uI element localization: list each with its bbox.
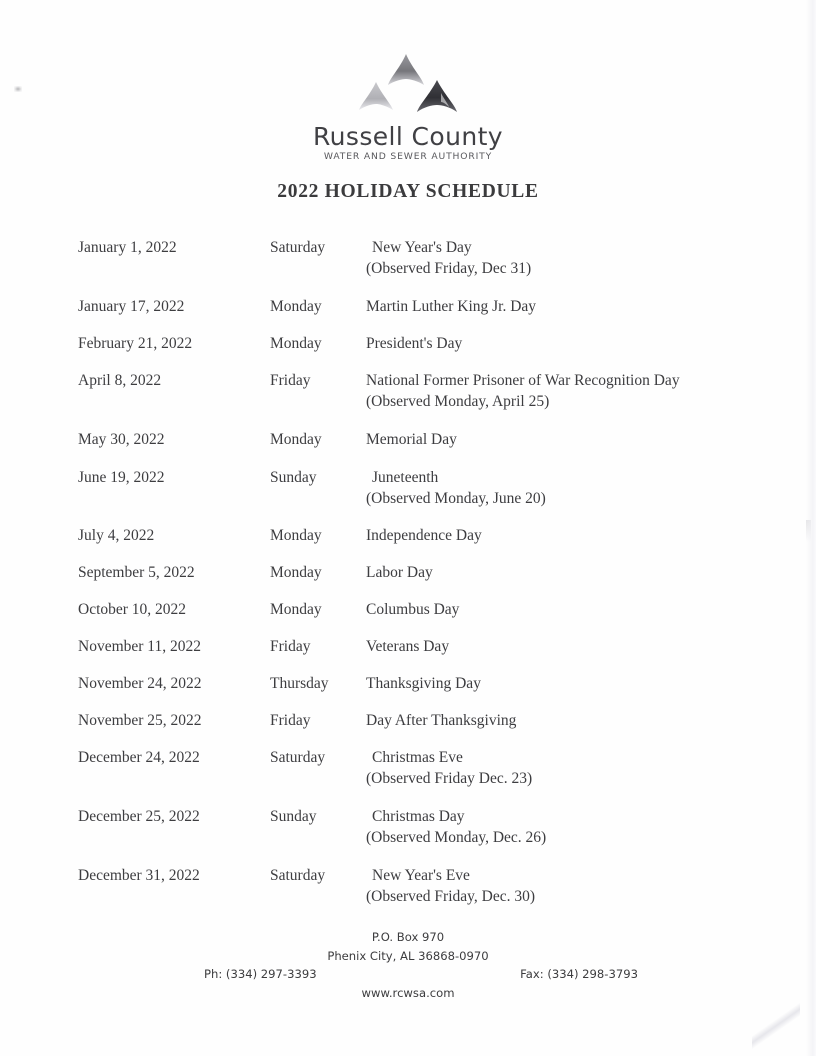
row-weekday: Friday — [270, 372, 311, 389]
row-holiday-name: Day After Thanksgiving — [366, 712, 517, 729]
table-row — [78, 600, 738, 620]
row-holiday-observed-note: (Observed Monday, April 25) — [366, 393, 550, 410]
footer-fax: Fax: (334) 298-3793 — [520, 967, 638, 982]
footer-city-state-zip: Phenix City, AL 36868-0970 — [327, 948, 489, 963]
page-title: 2022 HOLIDAY SCHEDULE — [277, 181, 539, 202]
table-row — [78, 238, 738, 279]
table-row — [78, 468, 738, 509]
row-weekday: Sunday — [270, 469, 317, 486]
row-holiday — [366, 526, 738, 546]
row-weekday: Monday — [270, 298, 322, 315]
row-holiday-name: New Year's Eve — [372, 867, 470, 884]
row-holiday-observed-note: (Observed Monday, June 20) — [366, 490, 546, 507]
row-holiday — [366, 600, 738, 620]
row-holiday — [366, 297, 738, 317]
row-date: December 25, 2022 — [78, 808, 200, 825]
row-holiday-observed-note: (Observed Friday, Dec 31) — [366, 260, 532, 277]
row-weekday: Monday — [270, 564, 322, 581]
logo-wordmark: Russell County — [313, 122, 503, 151]
table-row — [78, 563, 738, 583]
table-row — [78, 297, 738, 317]
row-holiday-name: Christmas Eve — [372, 749, 463, 766]
table-row — [78, 526, 738, 546]
row-holiday — [366, 563, 738, 583]
row-holiday — [366, 748, 738, 789]
holiday-schedule-table — [78, 238, 738, 907]
footer-website[interactable]: www.rcwsa.com — [361, 985, 455, 1000]
row-weekday: Monday — [270, 335, 322, 352]
row-weekday: Friday — [270, 712, 311, 729]
table-row — [78, 637, 738, 657]
row-holiday — [366, 334, 738, 354]
row-holiday-observed-note: (Observed Monday, Dec. 26) — [366, 829, 547, 846]
row-weekday: Friday — [270, 638, 311, 655]
scan-artifact-crease — [752, 1000, 800, 1052]
table-row — [78, 711, 738, 731]
row-date: November 24, 2022 — [78, 675, 202, 692]
footer-contact-block — [0, 928, 816, 1002]
table-row — [78, 334, 738, 354]
row-weekday: Monday — [270, 601, 322, 618]
row-holiday — [366, 807, 738, 848]
row-weekday: Monday — [270, 527, 322, 544]
row-date: June 19, 2022 — [78, 469, 165, 486]
row-holiday-name: Columbus Day — [366, 601, 460, 618]
row-date: November 25, 2022 — [78, 712, 202, 729]
row-holiday — [366, 468, 738, 509]
row-holiday — [366, 238, 738, 279]
row-date: October 10, 2022 — [78, 601, 187, 618]
table-row — [78, 674, 738, 694]
table-row — [78, 748, 738, 789]
row-holiday — [366, 674, 738, 694]
row-holiday-name: Martin Luther King Jr. Day — [366, 298, 537, 315]
row-weekday: Saturday — [270, 867, 326, 884]
table-row — [78, 807, 738, 848]
row-weekday: Thursday — [270, 675, 329, 692]
row-holiday-name: Memorial Day — [366, 431, 457, 448]
footer-phone: Ph: (334) 297-3393 — [204, 967, 317, 982]
row-holiday-name: Veterans Day — [366, 638, 450, 655]
row-holiday — [366, 866, 738, 907]
table-row — [78, 371, 738, 412]
row-holiday — [366, 371, 738, 412]
row-holiday — [366, 637, 738, 657]
row-holiday-name: Independence Day — [366, 527, 482, 544]
row-date: November 11, 2022 — [78, 638, 201, 655]
row-holiday-name: National Former Prisoner of War Recognition Day — [366, 372, 680, 389]
row-holiday — [366, 711, 738, 731]
logo-tagline: WATER AND SEWER AUTHORITY — [323, 151, 493, 162]
row-holiday-name: New Year's Day — [372, 239, 472, 256]
table-row — [78, 430, 738, 450]
row-date: December 24, 2022 — [78, 749, 200, 766]
water-drop-marks-icon — [338, 52, 478, 120]
row-weekday: Monday — [270, 431, 322, 448]
row-date: December 31, 2022 — [78, 867, 200, 884]
table-row — [78, 866, 738, 907]
row-holiday-name: Juneteenth — [372, 469, 439, 486]
row-date: April 8, 2022 — [78, 372, 162, 389]
row-holiday-observed-note: (Observed Friday, Dec. 30) — [366, 888, 536, 905]
row-date: July 4, 2022 — [78, 527, 155, 544]
row-holiday-name: Thanksgiving Day — [366, 675, 481, 692]
row-weekday: Saturday — [270, 749, 326, 766]
row-holiday-observed-note: (Observed Friday Dec. 23) — [366, 770, 533, 787]
row-date: January 1, 2022 — [78, 239, 177, 256]
row-date: September 5, 2022 — [78, 564, 195, 581]
row-holiday-name: Christmas Day — [372, 808, 465, 825]
row-weekday: Saturday — [270, 239, 326, 256]
footer-po-box: P.O. Box 970 — [371, 930, 445, 944]
row-date: February 21, 2022 — [78, 335, 193, 352]
row-date: May 30, 2022 — [78, 431, 165, 448]
row-weekday: Sunday — [270, 808, 317, 825]
row-holiday — [366, 430, 738, 450]
row-holiday-name: Labor Day — [366, 564, 433, 581]
footer-phone-row — [178, 965, 638, 984]
organization-logo — [0, 52, 816, 162]
row-date: January 17, 2022 — [78, 298, 185, 315]
row-holiday-name: President's Day — [366, 335, 463, 352]
